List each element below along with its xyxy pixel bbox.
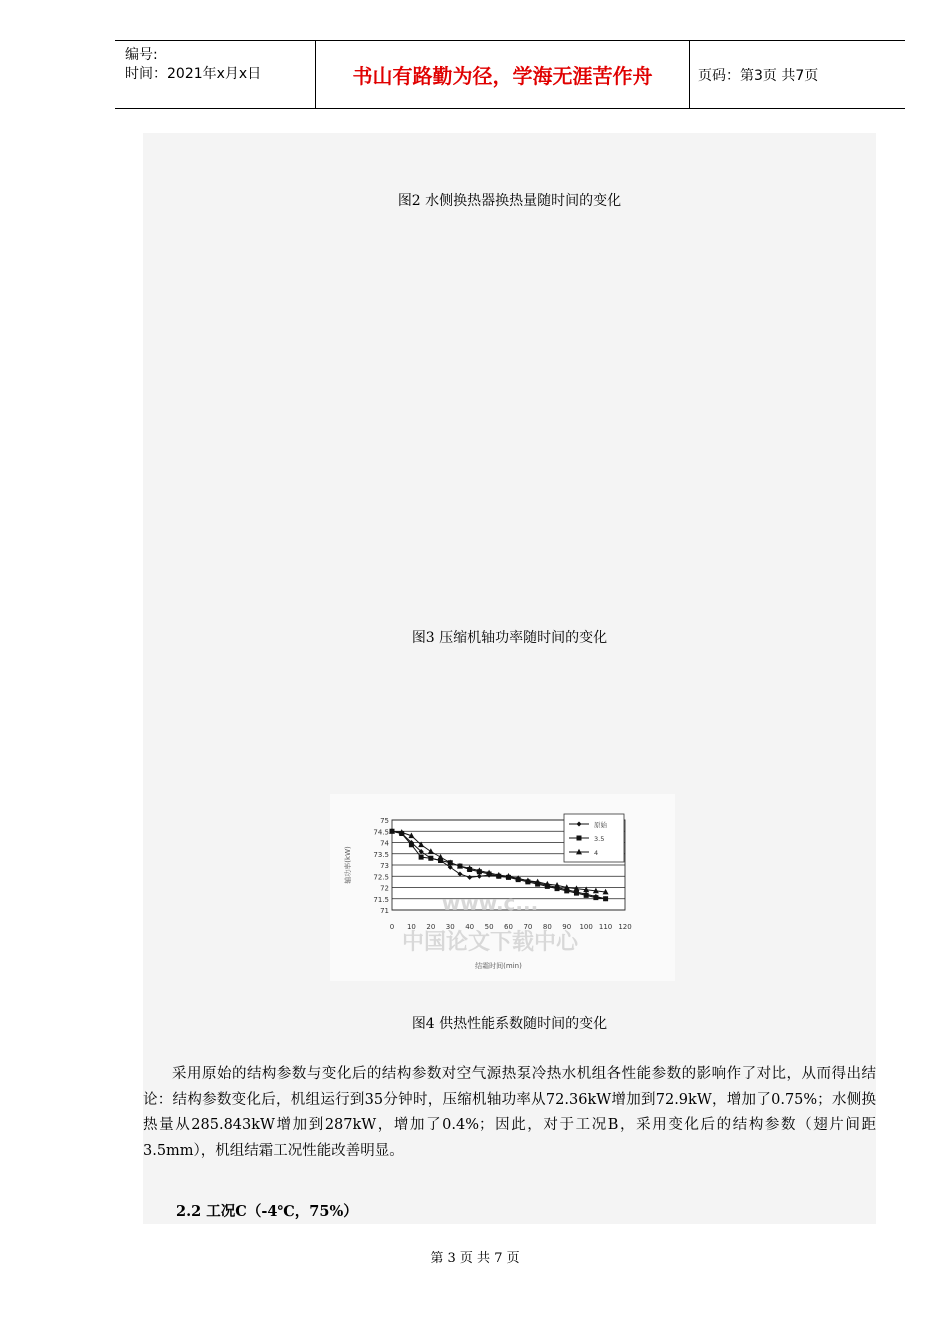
- figure-2-caption: 图2 水侧换热器换热量随时间的变化: [397, 193, 622, 209]
- legend-marker: [577, 836, 582, 841]
- page-footer: 第 3 页 共 7 页: [430, 1251, 520, 1266]
- x-tick-label: 30: [445, 923, 455, 931]
- legend-label: 3.5: [594, 835, 605, 843]
- page-header: [115, 40, 905, 109]
- y-tick-label: 72.5: [373, 873, 389, 882]
- legend: [564, 814, 624, 862]
- body-text: [143, 1062, 876, 1164]
- data-point: [603, 896, 608, 901]
- watermark-url: www.c...: [441, 891, 539, 915]
- x-tick-label: 120: [618, 923, 632, 931]
- x-tick-label: 100: [579, 923, 593, 931]
- data-point: [574, 891, 579, 896]
- x-tick-label: 70: [523, 923, 533, 931]
- header-meta: [115, 41, 316, 108]
- figure-4-caption: 图4 供热性能系数随时间的变化: [411, 1016, 608, 1032]
- y-tick-label: 74.5: [373, 828, 389, 837]
- x-tick-label: 0: [389, 923, 395, 931]
- x-tick-label: 80: [542, 923, 552, 931]
- data-point: [593, 895, 598, 900]
- doc-time-label: 时间：2021年x月x日: [125, 66, 262, 82]
- x-tick-label: 20: [426, 923, 436, 931]
- y-tick-label: 73.5: [373, 850, 389, 859]
- header-motto: 书山有路勤为径，学海无涯苦作舟: [316, 41, 690, 108]
- data-point: [409, 842, 414, 847]
- legend-label: 原始: [594, 821, 607, 829]
- section-heading: 2.2 工况C（-4℃，75%）: [176, 1203, 358, 1220]
- doc-number-label: 编号:: [125, 47, 158, 63]
- x-tick-label: 50: [484, 923, 494, 931]
- y-tick-label: 71.5: [373, 895, 389, 904]
- figure-3-caption: 图3 压缩机轴功率随时间的变化: [411, 630, 608, 646]
- x-tick-label: 90: [562, 923, 572, 931]
- data-point: [584, 893, 589, 898]
- content-panel: [143, 133, 876, 1224]
- x-tick-label: 110: [598, 923, 613, 931]
- data-point: [419, 855, 424, 860]
- legend-label: 4: [594, 849, 599, 857]
- x-tick-label: 60: [504, 923, 513, 931]
- body-paragraph: 采用原始的结构参数与变化后的结构参数对空气源热泵冷热水机组各性能参数的影响作了对比，从而得出结论：结构参数变化后，机组运行到35分钟时，压缩机轴功率从72.36kW增加到72.9kW，增加了0.75%；水侧换热量从285.843kW增加到287kW，增加了0.4%；因此，对于工况B，采用变化后的结构参数（翅片间距3.5mm），机组结霜工况性能改善明显。: [143, 1066, 876, 1159]
- data-point: [428, 856, 433, 861]
- watermark-text: 中国论文下载中心: [401, 930, 579, 955]
- y-tick-label: 73: [380, 862, 389, 870]
- y-tick-label: 75: [380, 817, 389, 825]
- chart-svg: [330, 794, 675, 981]
- figure-4-chart: [330, 794, 675, 981]
- x-axis-label: 结霜时间(min): [475, 962, 522, 970]
- y-tick-label: 74: [380, 839, 389, 848]
- y-tick-label: 71: [380, 907, 389, 915]
- x-tick-label: 40: [465, 923, 475, 931]
- y-axis-label: 轴功率(kW): [344, 846, 352, 884]
- header-page-info: 页码：第3页 共7页: [698, 67, 819, 84]
- x-tick-label: 10: [406, 923, 416, 931]
- y-tick-label: 72: [380, 884, 389, 893]
